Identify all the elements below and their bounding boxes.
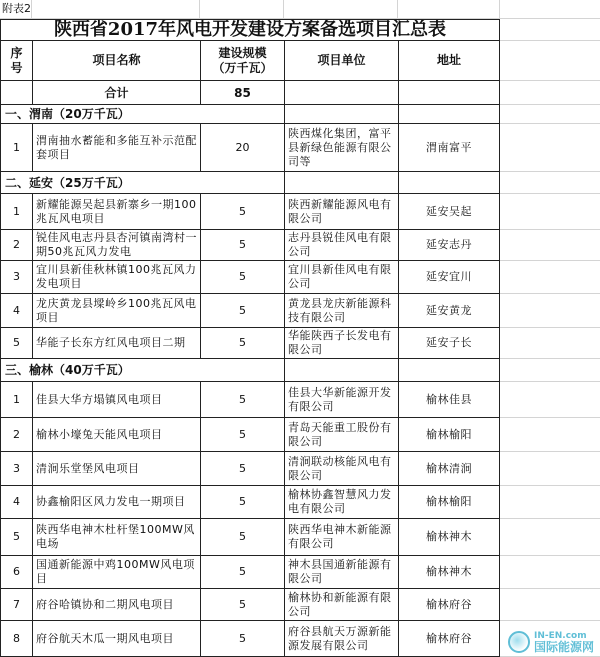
project-name [32,261,200,294]
section-empty [284,172,398,194]
empty-cell [500,328,600,359]
project-name [32,621,200,657]
project-address [398,519,500,556]
empty-cell [500,41,600,81]
project-address-text: 榆林府谷 [426,631,472,645]
project-name [32,328,200,359]
row-number-text: 4 [13,303,20,317]
project-name-text: 协鑫榆阳区风力发电一期项目 [36,495,186,508]
project-address [398,556,500,589]
row-number [0,261,32,294]
total-label [32,81,200,105]
row-number [0,382,32,418]
project-scale [200,294,284,328]
empty-cell [398,0,500,19]
project-unit-text: 榆林协鑫智慧风力发电有限公司 [288,488,392,515]
empty-cell [284,0,398,19]
row-number-text: 7 [13,597,20,611]
project-unit-text: 神木县国通新能源有限公司 [288,558,392,585]
empty-cell [500,261,600,294]
project-name-text: 府谷哈镇协和二期风电项目 [36,597,174,611]
watermark [508,631,594,653]
empty-cell [500,19,600,41]
project-name-text: 华能子长东方红风电项目二期 [36,336,186,349]
section-title [0,172,284,194]
project-unit [284,124,398,172]
attachment-label-text: 附表2 [2,2,31,15]
project-name-text: 渭南抽水蓄能和多能互补示范配套项目 [36,133,197,161]
row-number-text: 2 [13,238,20,251]
project-scale [200,230,284,261]
section-empty [398,359,500,382]
project-address [398,486,500,519]
row-number [0,294,32,328]
project-scale-text: 5 [239,336,246,349]
project-scale [200,621,284,657]
empty-cell [500,418,600,452]
row-number-text: 4 [13,495,20,508]
project-name-text: 锐佳风电志丹县杏河镇南湾村一期50兆瓦风力发电 [36,231,197,258]
header-address [398,41,500,81]
project-scale-text: 5 [239,495,246,508]
project-unit-text: 华能陕西子长发电有限公司 [288,329,392,356]
project-scale-text: 5 [239,270,246,283]
project-scale-text: 5 [239,530,246,543]
project-name-text: 陕西华电神木杜杆堡100MW风电场 [36,523,195,550]
empty-cell [500,589,600,621]
header-scale [200,41,284,81]
project-unit [284,418,398,452]
section-title-text: 三、榆林（40万千瓦） [5,363,130,377]
project-name-text: 国通新能源中鸡100MW风电项目 [36,558,195,585]
project-name [32,194,200,230]
row-number [0,124,32,172]
project-unit [284,294,398,328]
project-address-text: 延安吴起 [426,204,472,218]
project-unit [284,230,398,261]
project-scale-text: 5 [239,238,246,251]
empty-cell [32,0,200,19]
project-address [398,294,500,328]
project-name [32,294,200,328]
row-number [0,328,32,359]
project-address [398,230,500,261]
row-number-text: 6 [13,565,20,578]
total-seq [0,81,32,105]
project-unit-text: 青岛天能重工股份有限公司 [288,420,392,448]
row-number [0,589,32,621]
total-label-text: 合计 [104,85,129,100]
section-empty [398,105,500,124]
watermark-site: IN-EN.com [533,631,587,641]
project-address-text: 榆林清涧 [426,461,472,475]
table-title [0,19,500,41]
project-address [398,328,500,359]
header-unit [284,41,398,81]
project-address [398,589,500,621]
project-address [398,261,500,294]
section-empty [398,172,500,194]
project-name [32,418,200,452]
project-scale [200,486,284,519]
header-address-text: 地址 [436,53,461,67]
project-name-text: 佳县大华方塌镇风电项目 [36,392,163,406]
attachment-label [0,0,32,19]
project-scale [200,328,284,359]
project-address-text: 榆林神木 [426,530,472,543]
project-name [32,124,200,172]
project-name [32,519,200,556]
project-scale [200,194,284,230]
project-scale-text: 5 [239,631,246,645]
project-name [32,556,200,589]
project-unit-text: 陕西新耀能源风电有限公司 [288,197,392,225]
row-number-text: 3 [13,461,20,475]
row-number [0,519,32,556]
row-number-text: 2 [13,427,20,441]
project-unit-text: 陕西煤化集团，富平县新绿色能源有限公司等 [288,126,392,168]
watermark-brand: 国际能源网 [533,640,594,654]
empty-cell [200,0,284,19]
section-empty [284,105,398,124]
project-scale [200,382,284,418]
project-scale [200,124,284,172]
project-address [398,382,500,418]
row-number [0,452,32,486]
project-unit-text: 宜川县新佳风电有限公司 [288,263,392,290]
project-address-text: 渭南富平 [426,140,472,154]
project-unit-text: 陕西华电神木新能源有限公司 [288,523,392,550]
project-address-text: 榆林神木 [426,565,472,578]
project-address-text: 延安志丹 [426,238,472,251]
project-name [32,382,200,418]
project-address-text: 榆林佳县 [426,392,472,406]
project-address-text: 延安子长 [426,336,472,349]
project-address [398,124,500,172]
empty-cell [500,556,600,589]
empty-cell [500,486,600,519]
project-unit-text: 清涧联动核能风电有限公司 [288,454,392,482]
project-address [398,418,500,452]
in-en-logo-icon [508,631,530,653]
project-unit-text: 黄龙县龙庆新能源科技有限公司 [288,296,392,324]
empty-cell [500,124,600,172]
project-name-text: 龙庆黄龙县墚岭乡100兆瓦风电项目 [36,296,197,324]
row-number [0,230,32,261]
project-scale-text: 5 [239,204,246,218]
project-unit [284,328,398,359]
project-name [32,230,200,261]
row-number-text: 3 [13,270,20,283]
project-scale-text: 20 [235,140,250,154]
project-name-text: 新耀能源吴起县新寨乡一期100兆瓦风电项目 [36,197,197,225]
project-scale [200,452,284,486]
project-address-text: 榆林榆阳 [426,427,472,441]
header-scale-text: 建设规模 （万千瓦） [212,45,273,75]
project-scale [200,556,284,589]
project-unit [284,382,398,418]
project-address-text: 延安黄龙 [426,303,472,317]
row-number [0,621,32,657]
row-number [0,556,32,589]
section-title [0,105,284,124]
empty-cell [500,382,600,418]
row-number [0,194,32,230]
project-unit [284,194,398,230]
project-scale-text: 5 [239,392,246,406]
project-unit [284,519,398,556]
project-scale [200,519,284,556]
header-unit-text: 项目单位 [317,53,366,67]
total-unit [284,81,398,105]
project-unit [284,486,398,519]
project-scale-text: 5 [239,427,246,441]
empty-cell [500,230,600,261]
row-number-text: 5 [13,336,20,349]
project-scale-text: 5 [239,565,246,578]
project-address [398,621,500,657]
empty-cell [500,194,600,230]
empty-cell [500,81,600,105]
section-empty [284,359,398,382]
total-value-text: 85 [234,85,251,100]
project-unit-text: 府谷县航天万源新能源发展有限公司 [288,624,392,652]
total-address [398,81,500,105]
row-number-text: 1 [13,140,20,154]
row-number-text: 5 [13,530,20,543]
header-project-name-text: 项目名称 [92,53,141,67]
section-title-text: 二、延安（25万千瓦） [5,175,130,190]
project-scale [200,418,284,452]
empty-cell [500,359,600,382]
table-title-text: 陕西省2017年风电开发建设方案备选项目汇总表 [53,19,447,40]
row-number-text: 1 [13,392,20,406]
project-unit-text: 榆林协和新能源有限公司 [288,590,392,618]
project-name [32,589,200,621]
empty-cell [500,519,600,556]
project-address-text: 延安宜川 [426,270,472,283]
project-address-text: 榆林榆阳 [426,495,472,508]
section-title-text: 一、渭南（20万千瓦） [5,107,130,121]
project-unit-text: 志丹县锐佳风电有限公司 [288,231,392,258]
project-scale-text: 5 [239,597,246,611]
project-unit [284,589,398,621]
project-unit-text: 佳县大华新能源开发有限公司 [288,385,392,413]
header-seq [0,41,32,81]
project-unit [284,621,398,657]
empty-cell [500,0,600,19]
row-number-text: 1 [13,204,20,218]
row-number [0,418,32,452]
project-scale [200,261,284,294]
project-name-text: 清涧乐堂堡风电项目 [36,461,140,475]
row-number [0,486,32,519]
project-unit [284,556,398,589]
empty-cell [500,172,600,194]
project-scale-text: 5 [239,461,246,475]
project-name-text: 宜川县新佳秋林镇100兆瓦风力发电项目 [36,263,197,290]
total-value [200,81,284,105]
empty-cell [500,452,600,486]
project-scale-text: 5 [239,303,246,317]
empty-cell [500,105,600,124]
project-name-text: 府谷航天木瓜一期风电项目 [36,631,174,645]
header-seq-text: 序 号 [10,45,23,75]
project-name [32,452,200,486]
project-address [398,452,500,486]
project-address-text: 榆林府谷 [426,597,472,611]
project-unit [284,261,398,294]
header-project-name [32,41,200,81]
project-address [398,194,500,230]
row-number-text: 8 [13,631,20,645]
project-scale [200,589,284,621]
project-unit [284,452,398,486]
section-title [0,359,284,382]
project-name [32,486,200,519]
project-name-text: 榆林小壕兔天能风电项目 [36,427,163,441]
empty-cell [500,294,600,328]
